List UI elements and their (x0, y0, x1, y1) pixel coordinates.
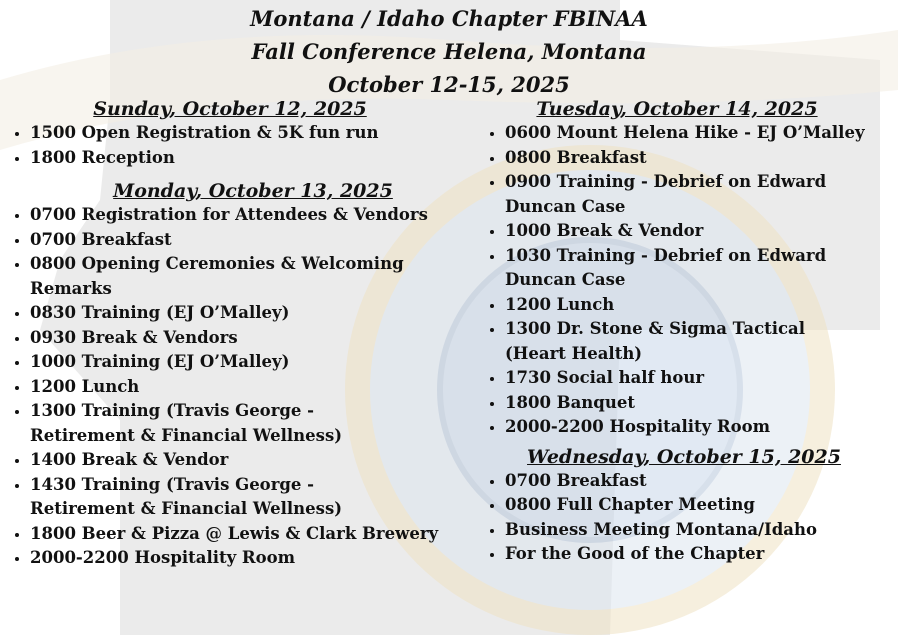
list-item: • 1400 Break & Vendor (30, 448, 464, 473)
list-item: • 2000-2200 Hospitality Room (30, 546, 464, 571)
wednesday-list (487, 469, 887, 567)
right-column (487, 97, 887, 567)
list-item: • 0700 Breakfast (30, 228, 464, 253)
sunday-heading: Sunday, October 12, 2025 (93, 98, 367, 120)
title-line-1: Montana / Idaho Chapter FBINAA (250, 6, 648, 31)
list-item: • 2000-2200 Hospitality Room (505, 415, 887, 440)
list-item: • 1430 Training (Travis George - Retirement & Financial Wellness) (30, 473, 400, 522)
list-item: • 0930 Break & Vendors (30, 326, 464, 351)
list-item: • 1000 Break & Vendor (505, 219, 887, 244)
list-item: • For the Good of the Chapter (505, 542, 887, 567)
list-item: • 0600 Mount Helena Hike - EJ O’Malley (505, 121, 887, 146)
list-item: • 1730 Social half hour (505, 366, 887, 391)
list-item: • 0700 Breakfast (505, 469, 887, 494)
list-item: • 1300 Dr. Stone & Sigma Tactical (Heart Health) (505, 317, 845, 366)
tuesday-heading: Tuesday, October 14, 2025 (536, 98, 818, 120)
list-item: • 1800 Reception (30, 146, 464, 171)
list-item: • 1800 Beer & Pizza @ Lewis & Clark Brewery (30, 522, 464, 547)
title-line-3: October 12-15, 2025 (328, 72, 570, 97)
list-item: • 0700 Registration for Attendees & Vendors (30, 203, 464, 228)
sunday-list (12, 121, 464, 170)
monday-heading: Monday, October 13, 2025 (113, 180, 393, 202)
list-item: • 0800 Breakfast (505, 146, 887, 171)
list-item: • Business Meeting Montana/Idaho (505, 518, 887, 543)
list-item: • 1800 Banquet (505, 391, 887, 416)
list-item: • 1300 Training (Travis George - Retirement & Financial Wellness) (30, 399, 400, 448)
list-item: • 1200 Lunch (30, 375, 464, 400)
monday-list (12, 203, 464, 571)
left-column (12, 97, 464, 571)
list-item: • 1500 Open Registration & 5K fun run (30, 121, 464, 146)
list-item: • 1030 Training - Debrief on Edward Duncan Case (505, 244, 887, 293)
wednesday-heading: Wednesday, October 15, 2025 (527, 445, 841, 468)
list-item: • 0800 Opening Ceremonies & Welcoming Remarks (30, 252, 464, 301)
title-line-2: Fall Conference Helena, Montana (251, 39, 647, 64)
list-item: • 0830 Training (EJ O’Malley) (30, 301, 464, 326)
list-item: • 1200 Lunch (505, 293, 887, 318)
list-item: • 0800 Full Chapter Meeting (505, 493, 887, 518)
tuesday-list (487, 121, 887, 440)
list-item: • 0900 Training - Debrief on Edward Duncan Case (505, 170, 887, 219)
list-item: • 1000 Training (EJ O’Malley) (30, 350, 464, 375)
